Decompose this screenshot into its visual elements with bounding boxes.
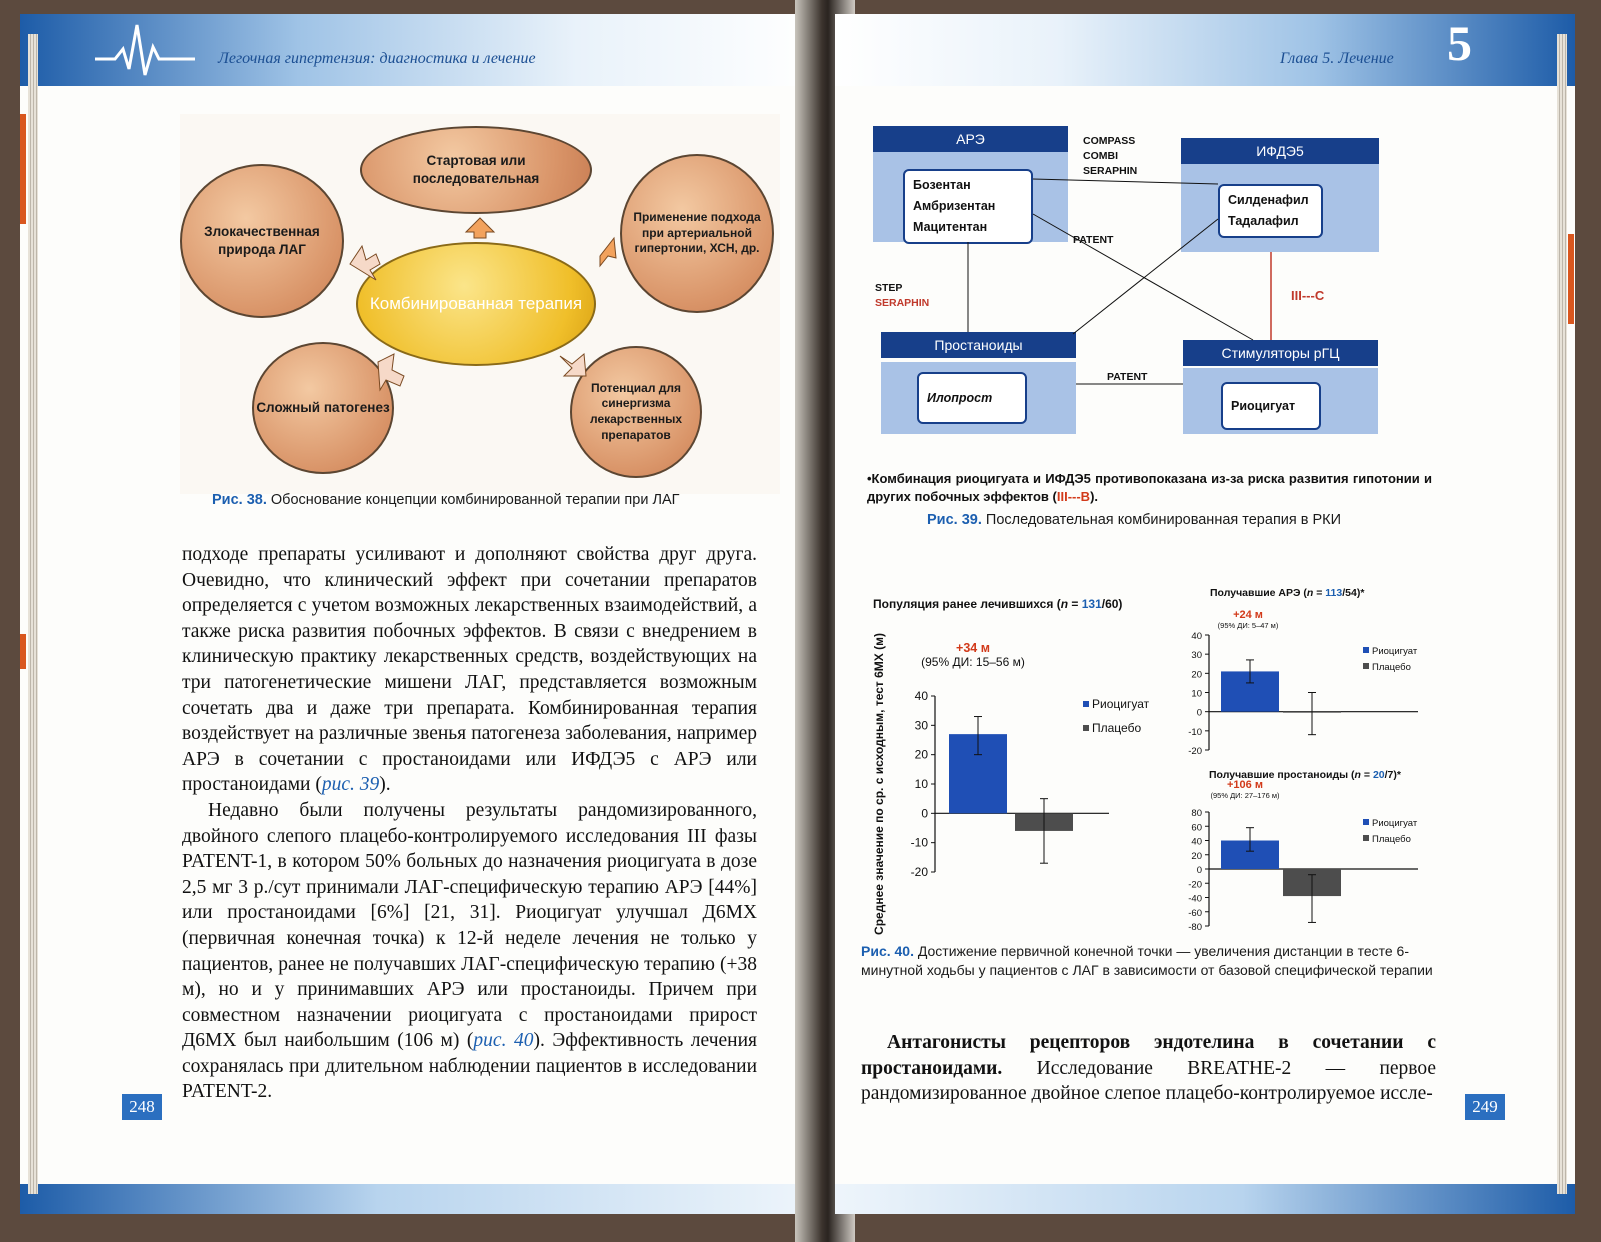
bubble-top: Стартовая или последовательная xyxy=(360,126,592,214)
y-tick-label: 40 xyxy=(1191,836,1202,848)
drug-name: Илопрост xyxy=(927,391,993,405)
trial-seraphin-label: SERAPHIN xyxy=(875,297,930,309)
effect-annotation: +34 м xyxy=(956,641,990,655)
chart-title-part: 131 xyxy=(1081,597,1102,611)
figure-40 xyxy=(863,570,1443,942)
y-tick-label: 40 xyxy=(1191,631,1202,642)
effect-annotation: +24 м xyxy=(1233,609,1263,621)
chart-title-part: Получавшие простаноиды ( xyxy=(1209,769,1355,781)
running-header: Легочная гипертензия: диагностика и лечение xyxy=(218,50,536,67)
legend-label: Плацебо xyxy=(1372,834,1411,845)
chart-title-part: Получавшие АРЭ ( xyxy=(1210,587,1307,599)
y-tick-label: 80 xyxy=(1191,808,1202,819)
effect-annotation: +106 м xyxy=(1227,779,1263,791)
figure-38-caption xyxy=(212,492,680,508)
pulse-logo-icon xyxy=(95,19,195,79)
paragraph: Недавно были получены результаты рандомизированного, двойного слепого плацебо-контролируемого исследования III фазы PATENT-1, в котором 50% больных до назначения риоцигуата в дозе 2,5 мг 3 р./сут принимали ЛАГ-специфическую терапию АРЭ [44%] или простаноидами [6%] [21, 31]. Риоцигуат улучшал Д6МХ (первичная конечная точка) к 12-й неделе лечения не только у пациентов, ранее не получавших ЛАГ-специфическую терапию (+38 м), но и у принимавших АРЭ или простаноиды. Причем при совместном назначении риоцигуата с простаноидами прирост Д6МХ был наибольшим (106 м) ( xyxy=(182,799,757,1052)
legend-swatch xyxy=(1083,725,1089,731)
page-number: 249 xyxy=(1465,1094,1505,1120)
drug-name: Тадалафил xyxy=(1228,214,1299,228)
chart-title xyxy=(873,597,1122,611)
page-number: 248 xyxy=(122,1094,162,1120)
header-band xyxy=(20,14,815,86)
y-tick-label: 60 xyxy=(1191,822,1202,834)
legend-label: Риоцигуат xyxy=(1372,818,1418,829)
page-edge xyxy=(1557,34,1567,1194)
arrow-left-icon xyxy=(350,246,380,280)
paragraph: подходе препараты усиливают и дополняют свойства друг друга. Очевидно, что клинический эффект при сочетании препаратов определяется с учетом возможных лекарственных взаимодействий, а также риска развития побочных эффектов. В связи с внедрением в клиническую практику лекарственных средств, воздействующих на три патогенетические мишени ЛАГ, представляется возможным сочетать два и даже три препарата. Комбинированная терапия воздействует на различные звенья патогенеза заболевания, например АРЭ в сочетании с простаноидами или ИФДЭ5 с АРЭ или простаноидами ( xyxy=(182,544,757,796)
caption-label: Рис. 39. xyxy=(927,512,982,528)
arrow-down-left-icon xyxy=(378,354,404,390)
confidence-interval: (95% ДИ: 15–56 м) xyxy=(921,655,1025,669)
y-axis-label: Среднее значение по ср. с исходным, тест 6МХ (м) xyxy=(872,633,886,935)
side-tab xyxy=(20,114,26,224)
chart-title xyxy=(1210,587,1365,599)
y-tick-label: -20 xyxy=(1188,746,1202,757)
legend-swatch xyxy=(1363,663,1369,669)
prostanoid-header: Простаноиды xyxy=(881,332,1076,358)
sgc-header: Стимуляторы рГЦ xyxy=(1183,340,1378,366)
drug-name: Мацитентан xyxy=(913,220,988,234)
arrow-icons xyxy=(180,114,780,494)
y-tick-label: 40 xyxy=(914,689,928,703)
side-tab xyxy=(1568,234,1574,324)
chapter-number: 5 xyxy=(1447,15,1472,71)
y-tick-label: 20 xyxy=(1191,669,1202,681)
figure-39 xyxy=(873,124,1393,439)
legend-label: Плацебо xyxy=(1092,721,1142,735)
footnote-end: ). xyxy=(1090,489,1099,504)
chart-title-part: /60) xyxy=(1101,597,1123,611)
caption-text: Обоснование концепции комбинированной терапии при ЛАГ xyxy=(270,492,680,508)
chart-title-part: = xyxy=(1313,587,1326,599)
legend-label: Риоцигуат xyxy=(1092,697,1150,711)
y-tick-label: 20 xyxy=(914,747,928,762)
legend-label: Плацебо xyxy=(1372,662,1411,673)
caption-label: Рис. 40. xyxy=(861,943,914,959)
arrow-up-icon xyxy=(466,218,494,238)
confidence-interval: (95% ДИ: 5–47 м) xyxy=(1217,621,1279,630)
footer-band xyxy=(835,1184,1575,1214)
chart-title-part: Популяция ранее лечившихся ( xyxy=(873,597,1061,611)
trial-patent-label: PATENT xyxy=(1073,234,1114,246)
trials-top-label xyxy=(1083,134,1137,179)
arrow-right-icon xyxy=(600,238,616,266)
legend-label: Риоцигуат xyxy=(1372,646,1418,657)
paragraph-end: ). Эффективность лечения сохранялась при длительном наблюдении пациентов в исследовании PATENT-2. xyxy=(182,1030,757,1103)
confidence-interval: (95% ДИ: 27–176 м) xyxy=(1210,791,1280,800)
left-page xyxy=(20,14,815,1214)
chart-title-part: = xyxy=(1360,769,1373,781)
y-tick-label: 10 xyxy=(1191,688,1202,700)
figure-40-caption xyxy=(861,942,1441,980)
caption-label: Рис. 38. xyxy=(212,492,267,508)
chart-title-part: = xyxy=(1068,597,1082,611)
section-heading: Антагонисты рецепторов эндотелина в сочетании с простаноидами. xyxy=(861,1032,1436,1079)
y-tick-label: 30 xyxy=(1191,650,1202,662)
side-tab xyxy=(20,634,26,669)
footnote-grade: III---B xyxy=(1056,489,1091,504)
chart-title-part: n xyxy=(1354,769,1361,781)
y-tick-label: -60 xyxy=(1188,907,1202,919)
y-tick-label: -20 xyxy=(910,865,928,879)
are-header: АРЭ xyxy=(873,126,1068,152)
chart-title-part: n xyxy=(1060,597,1069,611)
drug-name: Силденафил xyxy=(1228,193,1309,207)
chart-title-part: /7)* xyxy=(1384,769,1401,781)
footnote-text: •Комбинация риоцигуата и ИФДЭ5 противопоказана из-за риска развития гипотонии и других побочных эффектов ( xyxy=(867,471,1432,504)
right-page xyxy=(835,14,1575,1214)
legend-swatch xyxy=(1083,701,1089,707)
figure-39-footnote xyxy=(867,470,1432,506)
page-edge xyxy=(28,34,38,1194)
arrow-down-right-icon xyxy=(560,354,586,376)
trial-name: SERAPHIN xyxy=(1083,165,1138,177)
caption-text: Достижение первичной конечной точки — увеличения дистанции в тесте 6-минутной ходьбы у пациентов с ЛАГ в зависимости от базовой специфической терапии xyxy=(861,943,1433,978)
chart-title-part: n xyxy=(1306,587,1314,599)
legend-swatch xyxy=(1363,819,1369,825)
chart-title-part: 20 xyxy=(1372,769,1385,781)
figure-39-caption xyxy=(927,512,1341,528)
drug-name: Бозентан xyxy=(913,178,971,192)
y-tick-label: 10 xyxy=(914,777,928,791)
chart-title-part: 113 xyxy=(1325,587,1343,599)
figure-38 xyxy=(180,114,780,494)
trial-patent-label: PATENT xyxy=(1107,371,1148,383)
bubble-right: Применение подхода при артериальной гипертонии, ХСН, др. xyxy=(620,154,774,313)
y-tick-label: -80 xyxy=(1188,922,1202,933)
drug-name: Амбризентан xyxy=(913,199,996,213)
caption-text: Последовательная комбинированная терапия в РКИ xyxy=(985,512,1342,528)
y-tick-label: 30 xyxy=(914,718,928,733)
y-tick-label: 20 xyxy=(1191,850,1202,862)
y-tick-label: 0 xyxy=(921,806,928,821)
running-header: Глава 5. Лечение xyxy=(1280,50,1394,67)
paragraph: Исследование BREATHE-2 — первое рандомизированное двойное слепое плацебо-контролируемое иссле- xyxy=(861,1057,1436,1105)
paragraph-end: ). xyxy=(379,774,391,796)
y-tick-label: -10 xyxy=(910,835,928,850)
contraindication-label: III---C xyxy=(1291,288,1325,303)
drug-name: Риоцигуат xyxy=(1231,399,1296,413)
y-tick-label: -40 xyxy=(1188,893,1202,905)
trial-name: COMPASS xyxy=(1083,135,1136,147)
bubble-bottom-left: Сложный патогенез xyxy=(252,342,394,474)
y-tick-label: -10 xyxy=(1188,726,1202,738)
trial-step-label: STEP xyxy=(875,282,903,294)
chart-title-part: /54)* xyxy=(1342,587,1365,599)
figure-link[interactable]: рис. 39 xyxy=(321,774,380,796)
right-body-text xyxy=(861,1030,1436,1107)
legend-swatch xyxy=(1363,835,1369,841)
bubble-left: Злокачественная природа ЛАГ xyxy=(180,164,344,318)
y-tick-label: 0 xyxy=(1196,707,1202,719)
bubble-bottom-right: Потенциал для синергизма лекарственных препаратов xyxy=(570,346,702,478)
ifde5-header: ИФДЭ5 xyxy=(1181,138,1379,164)
bubble-center: Комбинированная терапия xyxy=(356,242,596,366)
footer-band xyxy=(20,1184,815,1214)
trial-name: COMBI xyxy=(1083,150,1118,162)
y-tick-label: 0 xyxy=(1196,865,1202,876)
header-band xyxy=(835,14,1575,86)
y-tick-label: -20 xyxy=(1188,879,1202,891)
legend-swatch xyxy=(1363,647,1369,653)
figure-link[interactable]: рис. 40 xyxy=(473,1030,534,1052)
left-body-text xyxy=(182,542,757,1105)
